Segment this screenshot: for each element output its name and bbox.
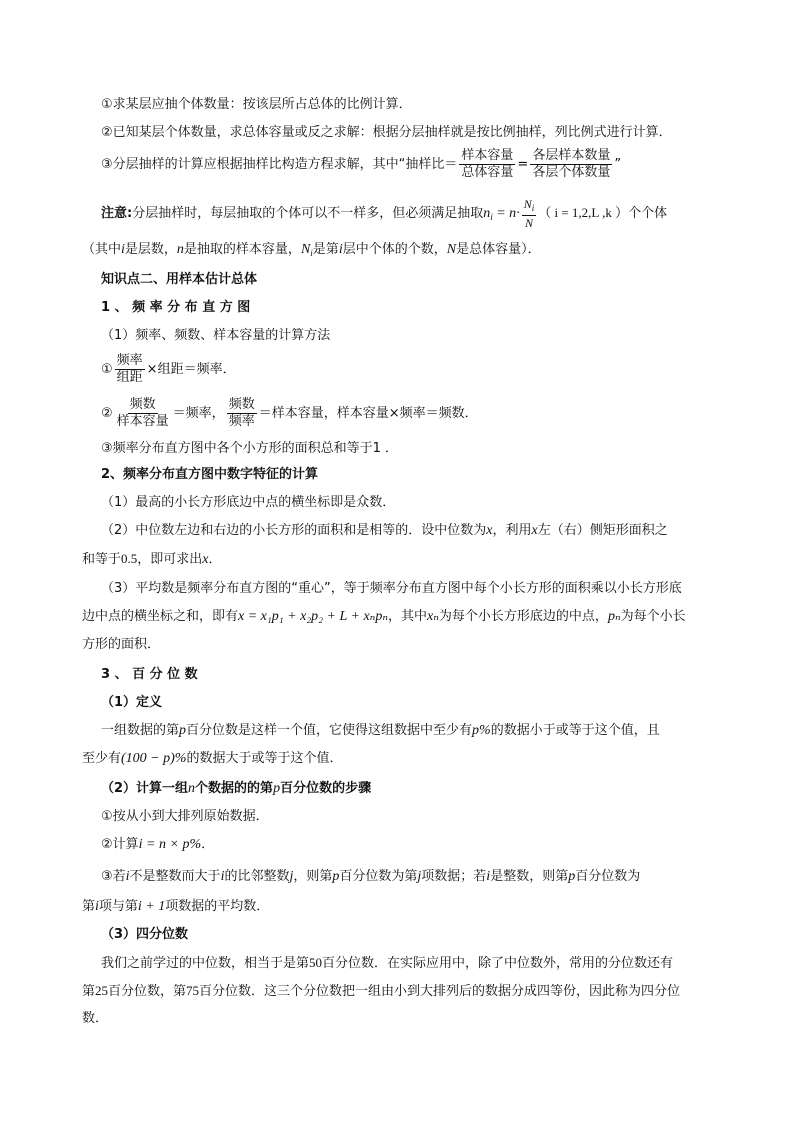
subheading-histogram: 1 、 频 率 分 布 直 方 图 <box>101 300 251 315</box>
mean-formula: x = x₁p₁ + x₂p₂ + L + xₙpₙ <box>238 609 389 624</box>
definition-title: （1）定义 <box>101 695 163 710</box>
note-explanation: （其中i是层数，n是抽取的样本容量，$N_i$是第i层中个体的个数，N是总体容量）． <box>82 242 541 258</box>
mean-paragraph-line2: 边中点的横坐标之和，即有x = x₁p₁ + x₂p₂ + L + xₙpₙ，其中xₙ为每个小长方形底边的中点，pₙ为每个小长 <box>82 609 686 624</box>
formula-2: ② $\frac{\text{频数}}{\text{样本容量}}$ ＝频率， $\frac{\text{频数}}{\text{频率}}$ ＝样本容量，样本容量×频率＝频数． <box>101 397 478 429</box>
fraction-freq-over-width: $\frac{\text{频率}}{\text{组距}}$ <box>116 353 143 385</box>
subheading-percentile: 3 、 百 分 位 数 <box>101 667 198 682</box>
mean-paragraph-line3: 方形的面积． <box>82 637 161 652</box>
step-3-line2: 第i项与第i + 1项数据的平均数． <box>82 899 270 914</box>
step-3-line1: ③若i不是整数而大于i的比邻整数j，则第p百分位数为第j项数据；若i是整数，则第p百分位数为 <box>101 869 641 884</box>
quartile-line1: 我们之前学过的中位数，相当于是第50百分位数．在实际应用中，除了中位数外，常用的分位数还有 <box>101 955 674 971</box>
section-heading-2: 知识点二、用样本估计总体 <box>101 272 258 287</box>
stratified-step-3: ③分层抽样的计算应根据抽样比构造方程求解，其中“抽样比＝ $\frac{\text{样本容量}}{\text{总体容量}}$ = $\frac{\text{各层样本数量}}{\text{各层个体数量}}$ ” <box>101 148 622 180</box>
quartile-line2: 第25百分位数，第75百分位数．这三个分位数把一组由小到大排列后的数据分成四等份，因此称为四分位 <box>82 983 681 999</box>
fraction-sample-over-total: $\frac{\text{样本容量}}{\text{总体容量}}$ <box>461 148 514 180</box>
stratified-step-1: ①求某层应抽个体数量：按该层所占总体的比例计算． <box>101 97 412 112</box>
calc-methods-title: （1）频率、频数、样本容量的计算方法 <box>101 328 331 343</box>
quartile-line3: 数． <box>82 1011 109 1026</box>
note-label: 注意: <box>101 206 133 221</box>
subheading-features: 2、频率分布直方图中数字特征的计算 <box>101 467 319 482</box>
fraction-layer-sample-over-layer-count: $\frac{\text{各层样本数量}}{\text{各层个体数量}}$ <box>532 148 611 180</box>
mode-paragraph: （1）最高的小长方形底边中点的横坐标即是众数． <box>101 495 396 510</box>
mean-paragraph-line1: （3）平均数是频率分布直方图的“重心”，等于频率分布直方图中每个小长方形的面积乘以小长方形底 <box>101 581 682 596</box>
stratified-step-2: ②已知某层个体数量，求总体容量或反之求解：根据分层抽样就是按比例抽样，列比例式进行计算． <box>101 125 672 140</box>
step-1: ①按从小到大排列原始数据． <box>101 809 269 824</box>
median-paragraph-line2: 和等于0.5，即可求出x． <box>82 551 222 567</box>
definition-line1: 一组数据的第p百分位数是这样一个值，它使得这组数据中至少有p%的数据小于或等于这个值，且 <box>101 723 660 738</box>
quartile-title: （3）四分位数 <box>101 927 189 942</box>
definition-line2: 至少有(100 − p)%的数据大于或等于这个值． <box>82 751 343 766</box>
fraction-ni-over-n: $\frac{N_i}{N}$ <box>523 197 535 230</box>
formula-1: ① $\frac{\text{频率}}{\text{组距}}$ ×组距＝频率． <box>101 353 236 385</box>
steps-title: （2）计算一组n个数据的的第p百分位数的步骤 <box>101 781 372 796</box>
note-line: 注意:分层抽样时，每层抽取的个体可以不一样多，但必须满足抽取$n_i = n\cdot$ $\frac{N_i}{N}$ （ i = 1,2,L ,k ）个个体 <box>101 197 668 230</box>
median-paragraph-line1: （2）中位数左边和右边的小长方形的面积和是相等的．设中位数为x，利用x左（右）侧矩形面积之 <box>101 523 668 538</box>
step-2: ②计算i = n × p%． <box>101 837 215 852</box>
formula-3: ③频率分布直方图中各个小方形的面积总和等于1 ． <box>101 441 399 456</box>
fraction-count-over-size: $\frac{\text{频数}}{\text{样本容量}}$ <box>116 397 169 429</box>
fraction-count-over-freq: $\frac{\text{频数}}{\text{频率}}$ <box>228 397 255 429</box>
